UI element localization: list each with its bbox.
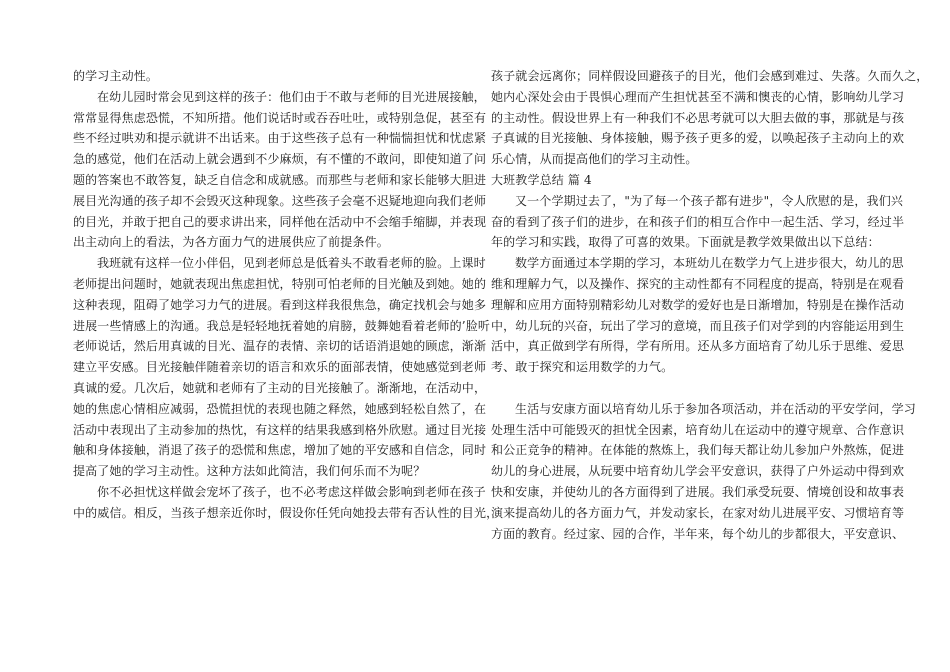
left-text-line: 进展一些情感上的沟通。我总是轻轻地抚着她的肩膀，鼓舞她看着老师的’脸听 xyxy=(73,318,491,333)
left-text-line: 我班就有这样一位小伴侣，见到老师总是低着头不敢看老师的脸。上课时 xyxy=(97,256,486,271)
left-text-line: 真诚的爱。几次后，她就和老师有了主动的目光接触了。渐渐地，在活动中， xyxy=(73,380,487,395)
left-text-line: 些不经过哄劝和提示就讲不出话来。由于这些孩子总有一种惴惴担忧和忧虑紧 xyxy=(73,131,487,146)
left-text-line: 展目光沟通的孩子却不会毁灭这种现象。这些孩子会毫不迟疑地迎向我们老师 xyxy=(73,193,487,208)
left-text-line: 的学习主动性。 xyxy=(73,69,159,83)
right-text-line: 理解和应用方面特别精彩幼儿对数学的爱好也是日渐增加，特别是在操作活动 xyxy=(491,297,905,312)
right-text-line: 中，幼儿玩的兴奋，玩出了学习的意境，而且孩子们对学到的内容能运用到生 xyxy=(491,318,905,333)
left-text-line: 活动中表现出了主动参加的热忱，有这样的结果我感到格外欣慰。通过目光接 xyxy=(73,422,487,437)
right-text-line: 数学方面通过本学期的学习，本班幼儿在数学力气上进步很大，幼儿的思 xyxy=(515,256,904,271)
left-text-line: 题的答案也不敢答复，缺乏自信念和成就感。而那些与老师和家长能够大胆进 xyxy=(73,172,487,187)
left-text-line: 出主动向上的看法，为各方面力气的进展供应了前提条件。 xyxy=(73,235,389,250)
right-text-line: 活中，真正做到学有所得，学有所用。还从多方面培育了幼儿乐于思维、爱思 xyxy=(491,339,905,354)
right-text-line: 的主动性。假设世界上有一种我们不必思考就可以大胆去做的事，那就是与孩 xyxy=(491,110,905,125)
left-text-line: 建立平安感。目光接触伴随着亲切的语言和欢乐的面部表情，使她感觉到老师 xyxy=(73,360,487,375)
left-text-line: 老师提出问题时，她就表现出焦虑担忧，特别可怕老师的目光触及到她。她的 xyxy=(73,276,487,291)
right-text-line: 生活与安康方面以培育幼儿乐于参加各项活动，并在活动的平安学问，学习 xyxy=(515,401,916,416)
right-text-line: 演来提高幼儿的各方面力气，并发动家长，在家对幼儿进展平安、习惯培育等 xyxy=(491,505,905,520)
left-text-line: 急的感觉，他们在活动上就会遇到不少麻烦，有不懂的不敢问，即使知道了问 xyxy=(73,152,487,167)
right-text-line: 子真诚的目光接触、身体接触，赐予孩子更多的爱，以唤起孩子主动向上的欢 xyxy=(491,131,905,146)
right-text-line: 她内心深处会由于畏惧心理而产生担忧甚至不满和懊丧的心情，影响幼儿学习 xyxy=(491,89,905,104)
right-column xyxy=(491,66,929,544)
right-text-line: 和公正竞争的精神。在体能的熬炼上，我们每天都让幼儿参加户外熬炼，促进 xyxy=(491,443,905,458)
left-text-line: 常常显得焦虑恐慌，不知所措。他们说话时或吞吞吐吐，或特别急促，甚至有 xyxy=(73,110,487,125)
left-text-line: 她的焦虑心情相应减弱，恐慌担忧的表现也随之释然，她感到轻松自然了，在 xyxy=(73,401,487,416)
left-text-line: 中的威信。相反，当孩子想亲近你时，假设你任凭向她投去带有否认性的目光， xyxy=(73,505,499,520)
right-text-line: 乐心情，从而提高他们的学习主动性。 xyxy=(491,152,698,167)
right-text-line: 方面的教育。经过家、园的合作，半年来，每个幼儿的步都很大，平安意识、 xyxy=(491,526,905,541)
right-text-line: 大班教学总结 篇 4 xyxy=(491,172,592,187)
right-text-line: 奋的看到了孩子们的进步，在和孩子们的相互合作中一起生活、学习，经过半 xyxy=(491,214,905,229)
right-text-line: 考、敢于探究和运用数学的力气。 xyxy=(491,360,674,375)
left-text-line: 这种表现，阻碍了她学习力气的进展。看到这样我很焦急，确定找机会与她多 xyxy=(73,297,487,312)
right-text-line: 快和安康，并使幼儿的各方面得到了进展。我们承受玩耍、情境创设和故事表 xyxy=(491,484,905,499)
right-text-line: 孩子就会远离你；同样假设回避孩子的目光，他们会感到难过、失落。久而久之， xyxy=(491,69,929,83)
left-text-line: 的目光，并敢于把自己的要求讲出来，同样他在活动中不会缩手缩脚，并表现 xyxy=(73,214,487,229)
right-text-line: 年的学习和实践，取得了可喜的效果。下面就是教学效果做出以下总结： xyxy=(491,235,880,250)
left-text-line: 提高了她的学习主动性。这种方法如此简洁，我们何乐而不为呢？ xyxy=(73,464,426,479)
left-text-line: 老师说话，然后用真诚的目光、温存的表情、亲切的话语消退她的顾虑，渐渐 xyxy=(73,339,487,354)
right-text-line xyxy=(491,378,887,399)
left-text-line: 在幼儿园时常会见到这样的孩子：他们由于不敢与老师的目光进展接触， xyxy=(97,89,486,104)
right-text-line: 又一个学期过去了，"为了每一个孩子都有进步"，令人欣慰的是，我们兴 xyxy=(515,193,903,208)
right-text-line: 维和理解力气，以及操作、探究的主动性都有不同程度的提高，特别是在观看 xyxy=(491,276,905,291)
left-text-line: 你不必担忧这样做会宠坏了孩子，也不必考虑这样做会影响到老师在孩子 xyxy=(97,484,486,499)
right-text-line: 幼儿的身心进展，从玩要中培育幼儿学会平安意识，获得了户外运动中得到欢 xyxy=(491,464,905,479)
right-text-line: 处理生活中可能毁灭的担忧全因素，培育幼儿在运动中的遵守规章、合作意识 xyxy=(491,422,905,437)
left-text-line: 触和身体接触，消退了孩子的恐慌和焦虑，增加了她的平安感和自信念，同时 xyxy=(73,443,487,458)
left-column xyxy=(73,66,499,524)
